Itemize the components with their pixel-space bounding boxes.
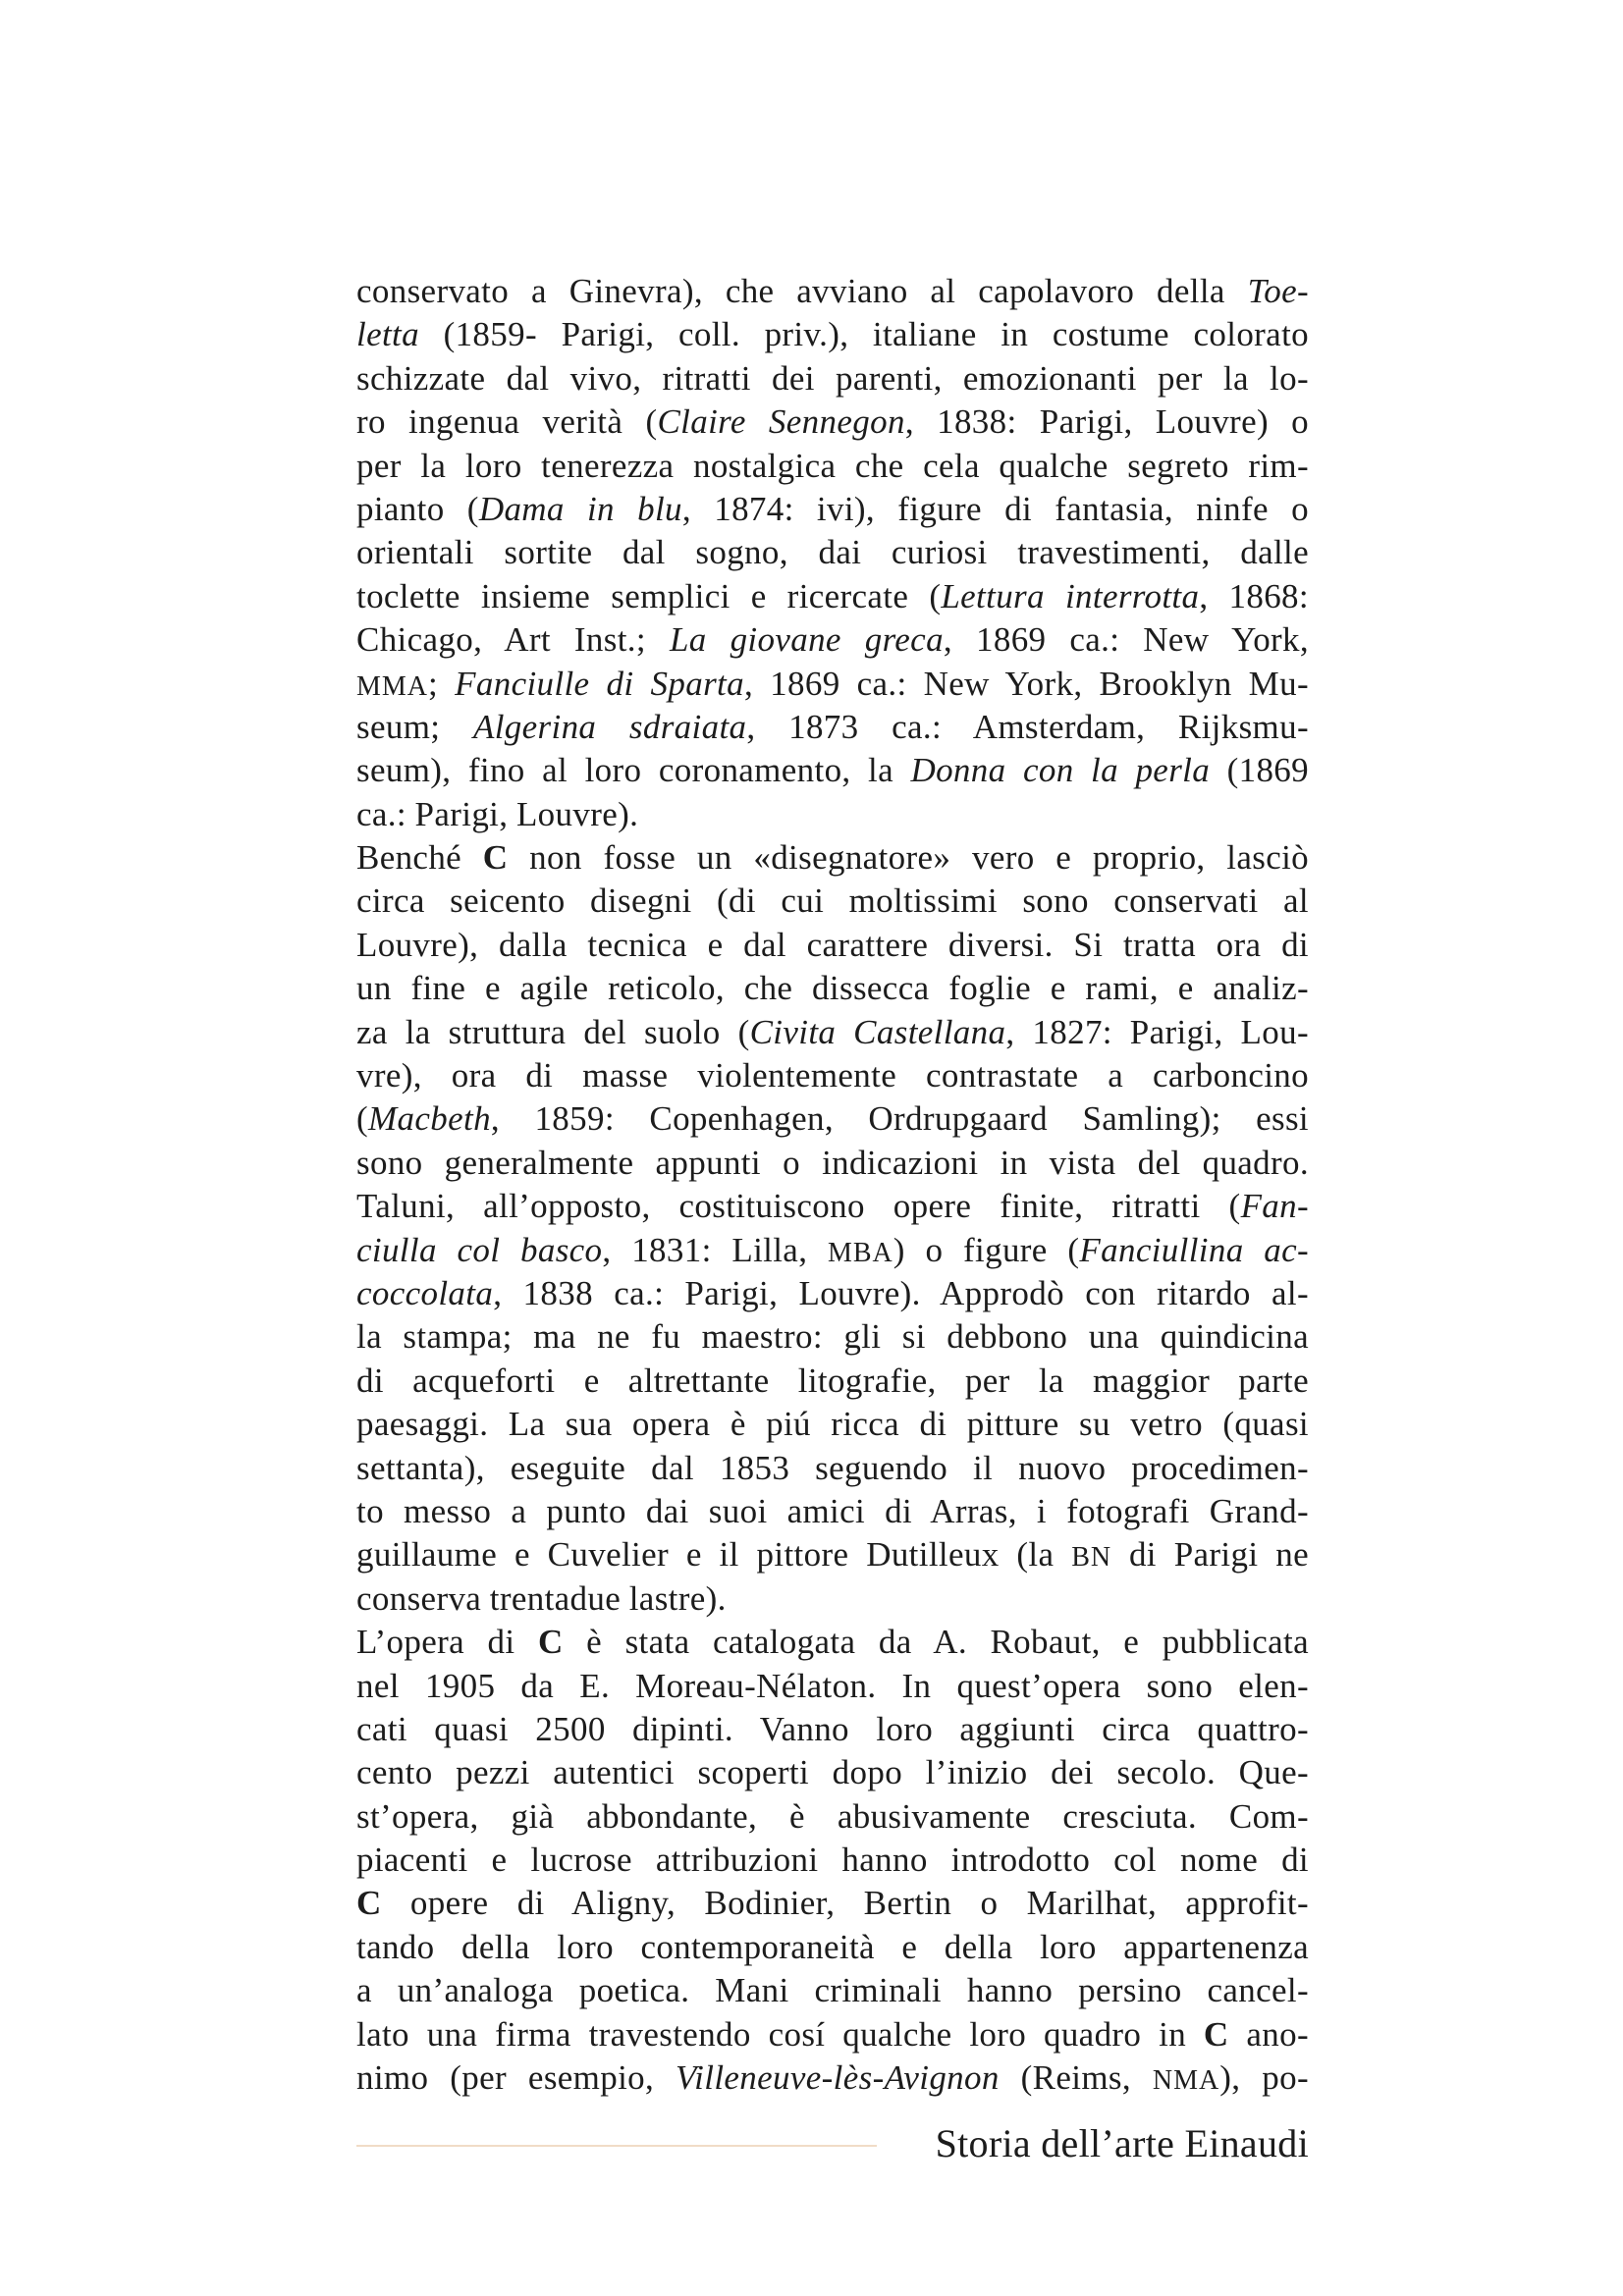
text-segment: , 1838 ca.: Parigi, Louvre). Approdò con ritardo al- bbox=[493, 1273, 1309, 1312]
text-segment: lato una firma travestendo cosí qualche loro quadro in bbox=[356, 2014, 1204, 2054]
text-segment: schizzate dal vivo, ritratti dei parenti, emozionanti per la lo- bbox=[356, 358, 1309, 398]
text-line bbox=[356, 1360, 1309, 1403]
italic-text: Lettura interrotta bbox=[941, 576, 1200, 615]
text-line bbox=[356, 1229, 1309, 1272]
small-caps-text: NMA bbox=[1152, 2065, 1220, 2097]
text-segment: guillaume e Cuvelier e il pittore Dutilleux (la bbox=[356, 1535, 1072, 1575]
text-line bbox=[356, 880, 1309, 923]
text-line bbox=[356, 1621, 1309, 1664]
text-line bbox=[356, 1447, 1309, 1490]
text-line bbox=[356, 1708, 1309, 1751]
italic-text: Fan- bbox=[1240, 1187, 1309, 1226]
text-segment: orientali sortite dal sogno, dai curiosi travestimenti, dalle bbox=[356, 533, 1309, 572]
italic-text: Civita Castellana bbox=[749, 1012, 1006, 1051]
text-segment: piacenti e lucrose attribuzioni hanno introdotto col nome di bbox=[356, 1841, 1309, 1880]
text-segment: paesaggi. La sua opera è piú ricca di pitture su vetro (quasi bbox=[356, 1405, 1309, 1444]
text-segment: di acqueforti e altrettante litografie, per la maggior parte bbox=[356, 1361, 1309, 1400]
text-segment: , 1873 ca.: Amsterdam, Rijksmu- bbox=[746, 707, 1309, 746]
text-segment: ( bbox=[356, 1099, 369, 1139]
footer-rule bbox=[356, 2145, 877, 2147]
text-line bbox=[356, 793, 1309, 836]
text-segment: conservato a Ginevra), che avviano al capolavoro della bbox=[356, 272, 1248, 310]
text-line bbox=[356, 924, 1309, 967]
bold-text: C bbox=[356, 1884, 382, 1923]
text-line bbox=[356, 1142, 1309, 1185]
italic-text: Dama in blu bbox=[478, 489, 682, 528]
text-line bbox=[356, 1054, 1309, 1097]
text-line bbox=[356, 531, 1309, 574]
text-line bbox=[356, 488, 1309, 531]
text-segment: cati quasi 2500 dipinti. Vanno loro aggiunti circa quattro- bbox=[356, 1709, 1309, 1748]
text-segment: , 1831: Lilla, bbox=[602, 1230, 828, 1269]
text-segment: circa seicento disegni (di cui moltissimi sono conservati al bbox=[356, 881, 1309, 921]
text-line bbox=[356, 2056, 1309, 2100]
text-line bbox=[356, 1097, 1309, 1141]
text-line bbox=[356, 1011, 1309, 1054]
text-line bbox=[356, 1839, 1309, 1882]
text-segment: , 1868: bbox=[1199, 576, 1309, 615]
bold-text: C bbox=[1203, 2014, 1229, 2054]
bold-text: C bbox=[482, 838, 509, 878]
text-segment: seum; bbox=[356, 707, 473, 746]
body-text bbox=[356, 270, 1309, 2100]
text-line bbox=[356, 1403, 1309, 1446]
italic-text: Villeneuve-lès-Avignon bbox=[676, 2058, 1000, 2098]
text-segment: st’opera, già abbondante, è abusivamente cresciuta. Com- bbox=[356, 1796, 1309, 1836]
text-segment: ca.: Parigi, Louvre). bbox=[356, 794, 639, 833]
text-line bbox=[356, 618, 1309, 662]
text-line bbox=[356, 575, 1309, 618]
text-segment: pianto ( bbox=[356, 489, 479, 528]
text-segment: seum), fino al loro coronamento, la bbox=[356, 751, 911, 790]
text-line bbox=[356, 1272, 1309, 1315]
text-line bbox=[356, 400, 1309, 444]
text-segment: sono generalmente appunti o indicazioni in vista del quadro. bbox=[356, 1143, 1309, 1182]
italic-text: ciulla col basco bbox=[356, 1230, 603, 1269]
text-line bbox=[356, 445, 1309, 488]
italic-text: Macbeth bbox=[368, 1099, 491, 1139]
text-segment: , 1869 ca.: New York, bbox=[943, 620, 1309, 660]
text-segment: opere di Aligny, Bodinier, Bertin o Marilhat, approfit- bbox=[381, 1884, 1309, 1923]
italic-text: coccolata bbox=[356, 1273, 494, 1312]
italic-text: Toe- bbox=[1247, 272, 1309, 310]
text-segment: , 1874: ivi), figure di fantasia, ninfe o bbox=[681, 489, 1309, 528]
text-segment: conserva trentadue lastre). bbox=[356, 1578, 727, 1618]
text-segment: tando della loro contemporaneità e della loro appartenenza bbox=[356, 1927, 1309, 1966]
bold-text: C bbox=[537, 1623, 564, 1662]
text-line bbox=[356, 2013, 1309, 2056]
text-line bbox=[356, 836, 1309, 880]
text-line bbox=[356, 313, 1309, 356]
small-caps-text: MMA bbox=[356, 670, 429, 702]
text-segment: ro ingenua verità ( bbox=[356, 402, 658, 442]
text-segment: Chicago, Art Inst.; bbox=[356, 620, 670, 660]
text-segment: ano- bbox=[1228, 2014, 1309, 2054]
text-segment: (1869 bbox=[1210, 751, 1309, 790]
text-segment: la stampa; ma ne fu maestro: gli si debbono una quindicina bbox=[356, 1317, 1309, 1357]
small-caps-text: BN bbox=[1071, 1542, 1112, 1574]
text-segment: cento pezzi autentici scoperti dopo l’inizio dei secolo. Que- bbox=[356, 1753, 1309, 1792]
text-segment: (1859- Parigi, coll. priv.), italiane in costume colorato bbox=[418, 315, 1309, 354]
italic-text: Algerina sdraiata bbox=[472, 707, 747, 746]
text-segment: ) o figure ( bbox=[893, 1230, 1080, 1269]
text-segment: vre), ora di masse violentemente contrastate a carboncino bbox=[356, 1056, 1309, 1095]
text-line bbox=[356, 663, 1309, 706]
text-segment: to messo a punto dai suoi amici di Arras, i fotografi Grand- bbox=[356, 1491, 1309, 1530]
text-segment: di Parigi ne bbox=[1111, 1535, 1309, 1575]
text-segment: settanta), eseguite dal 1853 seguendo il nuovo procedimen- bbox=[356, 1448, 1309, 1487]
italic-text: Donna con la perla bbox=[910, 751, 1211, 790]
small-caps-text: MBA bbox=[827, 1237, 893, 1268]
text-line bbox=[356, 270, 1309, 313]
text-line bbox=[356, 706, 1309, 749]
text-segment: nimo (per esempio, bbox=[356, 2058, 676, 2098]
text-line bbox=[356, 1577, 1309, 1621]
text-segment: per la loro tenerezza nostalgica che cela qualche segreto rim- bbox=[356, 446, 1309, 485]
text-line bbox=[356, 967, 1309, 1010]
text-segment: è stata catalogata da A. Robaut, e pubblicata bbox=[563, 1623, 1309, 1662]
text-segment: ; bbox=[428, 664, 456, 703]
text-line bbox=[356, 1795, 1309, 1839]
text-segment: L’opera di bbox=[356, 1623, 538, 1662]
italic-text: Fanciullina ac- bbox=[1079, 1230, 1309, 1269]
text-line bbox=[356, 1882, 1309, 1925]
text-line bbox=[356, 1969, 1309, 2012]
text-segment: Louvre), dalla tecnica e dal carattere diversi. Si tratta ora di bbox=[356, 925, 1309, 964]
italic-text: letta bbox=[356, 315, 419, 354]
text-segment: , 1859: Copenhagen, Ordrupgaard Samling); essi bbox=[490, 1099, 1309, 1139]
text-segment: , 1827: Parigi, Lou- bbox=[1005, 1012, 1309, 1051]
footer-publisher: Storia dell’arte Einaudi bbox=[935, 2121, 1309, 2165]
text-segment: a un’analoga poetica. Mani criminali hanno persino cancel- bbox=[356, 1971, 1309, 2010]
text-segment: Taluni, all’opposto, costituiscono opere finite, ritratti ( bbox=[356, 1187, 1241, 1226]
text-line bbox=[356, 1665, 1309, 1708]
text-segment: , 1869 ca.: New York, Brooklyn Mu- bbox=[743, 664, 1309, 703]
text-segment: un fine e agile reticolo, che dissecca foglie e rami, e analiz- bbox=[356, 969, 1309, 1008]
text-segment: toclette insieme semplici e ricercate ( bbox=[356, 576, 942, 615]
text-segment: za la struttura del suolo ( bbox=[356, 1012, 750, 1051]
text-segment: , 1838: Parigi, Louvre) o bbox=[904, 402, 1310, 442]
text-segment: ), po- bbox=[1219, 2058, 1309, 2098]
text-segment: (Reims, bbox=[999, 2058, 1153, 2098]
italic-text: La giovane greca bbox=[669, 620, 944, 660]
text-line bbox=[356, 1315, 1309, 1359]
text-line bbox=[356, 1185, 1309, 1228]
italic-text: Claire Sennegon bbox=[657, 402, 905, 442]
text-line bbox=[356, 1926, 1309, 1969]
text-segment: non fosse un «disegnatore» vero e proprio, lasciò bbox=[508, 838, 1309, 878]
text-line bbox=[356, 1751, 1309, 1794]
text-line bbox=[356, 357, 1309, 400]
text-line bbox=[356, 749, 1309, 792]
text-segment: nel 1905 da E. Moreau-Nélaton. In quest’opera sono elen- bbox=[356, 1666, 1309, 1705]
italic-text: Fanciulle di Sparta bbox=[455, 664, 744, 703]
text-line bbox=[356, 1490, 1309, 1533]
text-line bbox=[356, 1533, 1309, 1576]
text-segment: Benché bbox=[356, 838, 483, 878]
